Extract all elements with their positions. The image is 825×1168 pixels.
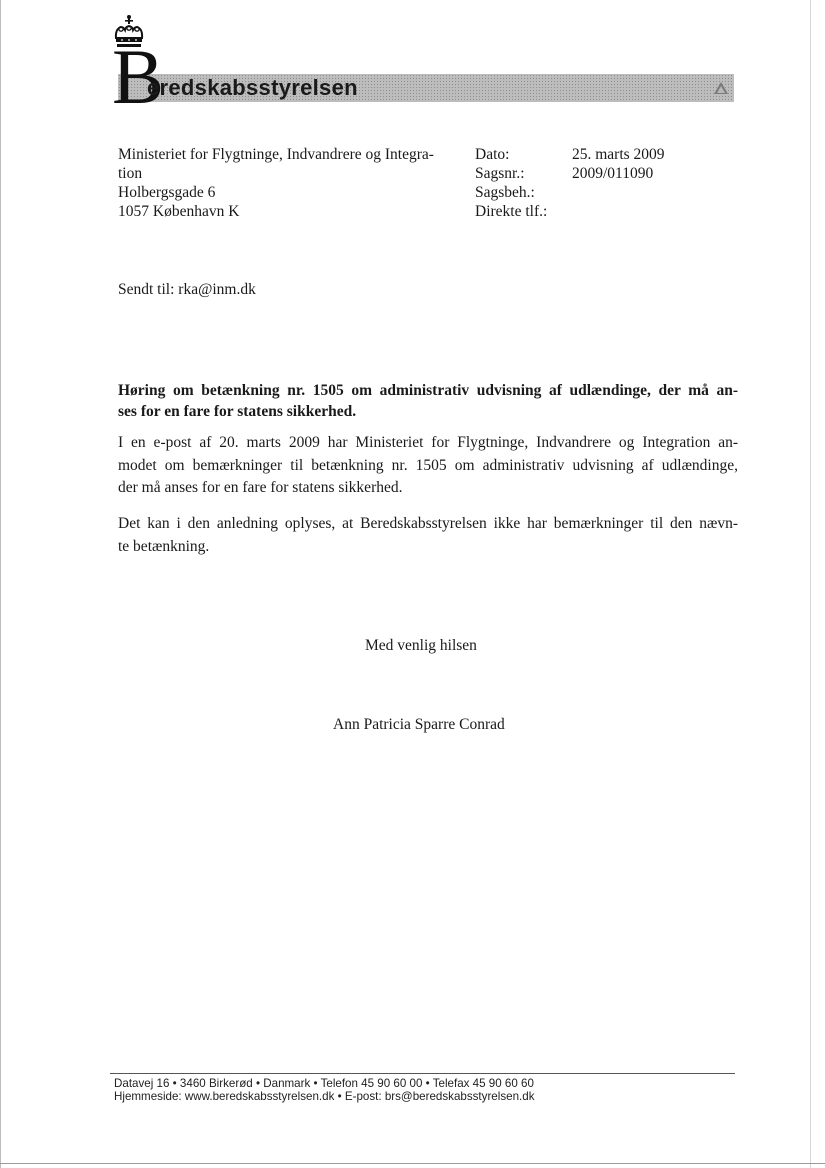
recipient-line: Ministeriet for Flygtninge, Indvandrere og Integra-: [118, 146, 434, 163]
signer-name: Ann Patricia Sparre Conrad: [333, 716, 505, 733]
subject-line: ses for en fare for statens sikkerhed.: [118, 403, 357, 420]
recipient-line: Holbergsgade 6: [118, 184, 216, 201]
sent-to-line: Sendt til: rka@inm.dk: [118, 281, 256, 298]
triangle-mark-icon: [713, 80, 729, 96]
meta-values: [572, 145, 692, 183]
paragraph-line: Det kan i den anledning oplyses, at Beredskabsstyrelsen ikke har bemærkninger til den nævn-: [118, 515, 738, 532]
footer-divider: [110, 1073, 735, 1074]
scan-edge-right: [810, 0, 811, 1168]
direct-phone-label: Direkte tlf.:: [475, 203, 548, 220]
date-label: Dato:: [475, 146, 510, 163]
letterhead-initial: B: [112, 33, 165, 120]
body-paragraph-2: [118, 513, 738, 558]
letterhead-name: eredskabsstyrelsen: [147, 75, 358, 100]
scan-edge-bottom: [0, 1163, 825, 1164]
case-number-value: 2009/011090: [572, 165, 654, 182]
paragraph-line: te betænkning.: [118, 537, 210, 555]
scan-edge-left: [0, 0, 1, 1168]
subject-heading: [118, 380, 738, 422]
paragraph-line: I en e-post af 20. marts 2009 har Ministeriet for Flygtninge, Indvandrere og Integration an-: [118, 434, 738, 451]
footer: [114, 1077, 734, 1103]
footer-contact: Hjemmeside: www.beredskabsstyrelsen.dk • E-post: brs@beredskabsstyrelsen.dk: [114, 1090, 535, 1103]
closing-salutation: Med venlig hilsen: [365, 637, 477, 654]
footer-address: Datavej 16 • 3460 Birkerød • Danmark • Telefon 45 90 60 00 • Telefax 45 90 60 60: [114, 1077, 534, 1090]
paragraph-line: modet om bemærkninger til betænkning nr. 1505 om administrativ udvisning af udlændinge,: [118, 456, 738, 474]
case-number-label: Sagsnr.:: [475, 165, 525, 182]
subject-line: Høring om betænkning nr. 1505 om administrativ udvisning af udlændinge, der må an-: [118, 382, 738, 399]
meta-labels: [475, 145, 565, 221]
body-paragraph-1: [118, 432, 738, 500]
recipient-line: tion: [118, 165, 143, 182]
case-handler-label: Sagsbeh.:: [475, 184, 535, 201]
paragraph-line: der må anses for en fare for statens sikkerhed.: [118, 479, 403, 496]
date-value: 25. marts 2009: [572, 146, 665, 163]
recipient-address: [118, 145, 463, 221]
recipient-line: 1057 København K: [118, 203, 240, 220]
